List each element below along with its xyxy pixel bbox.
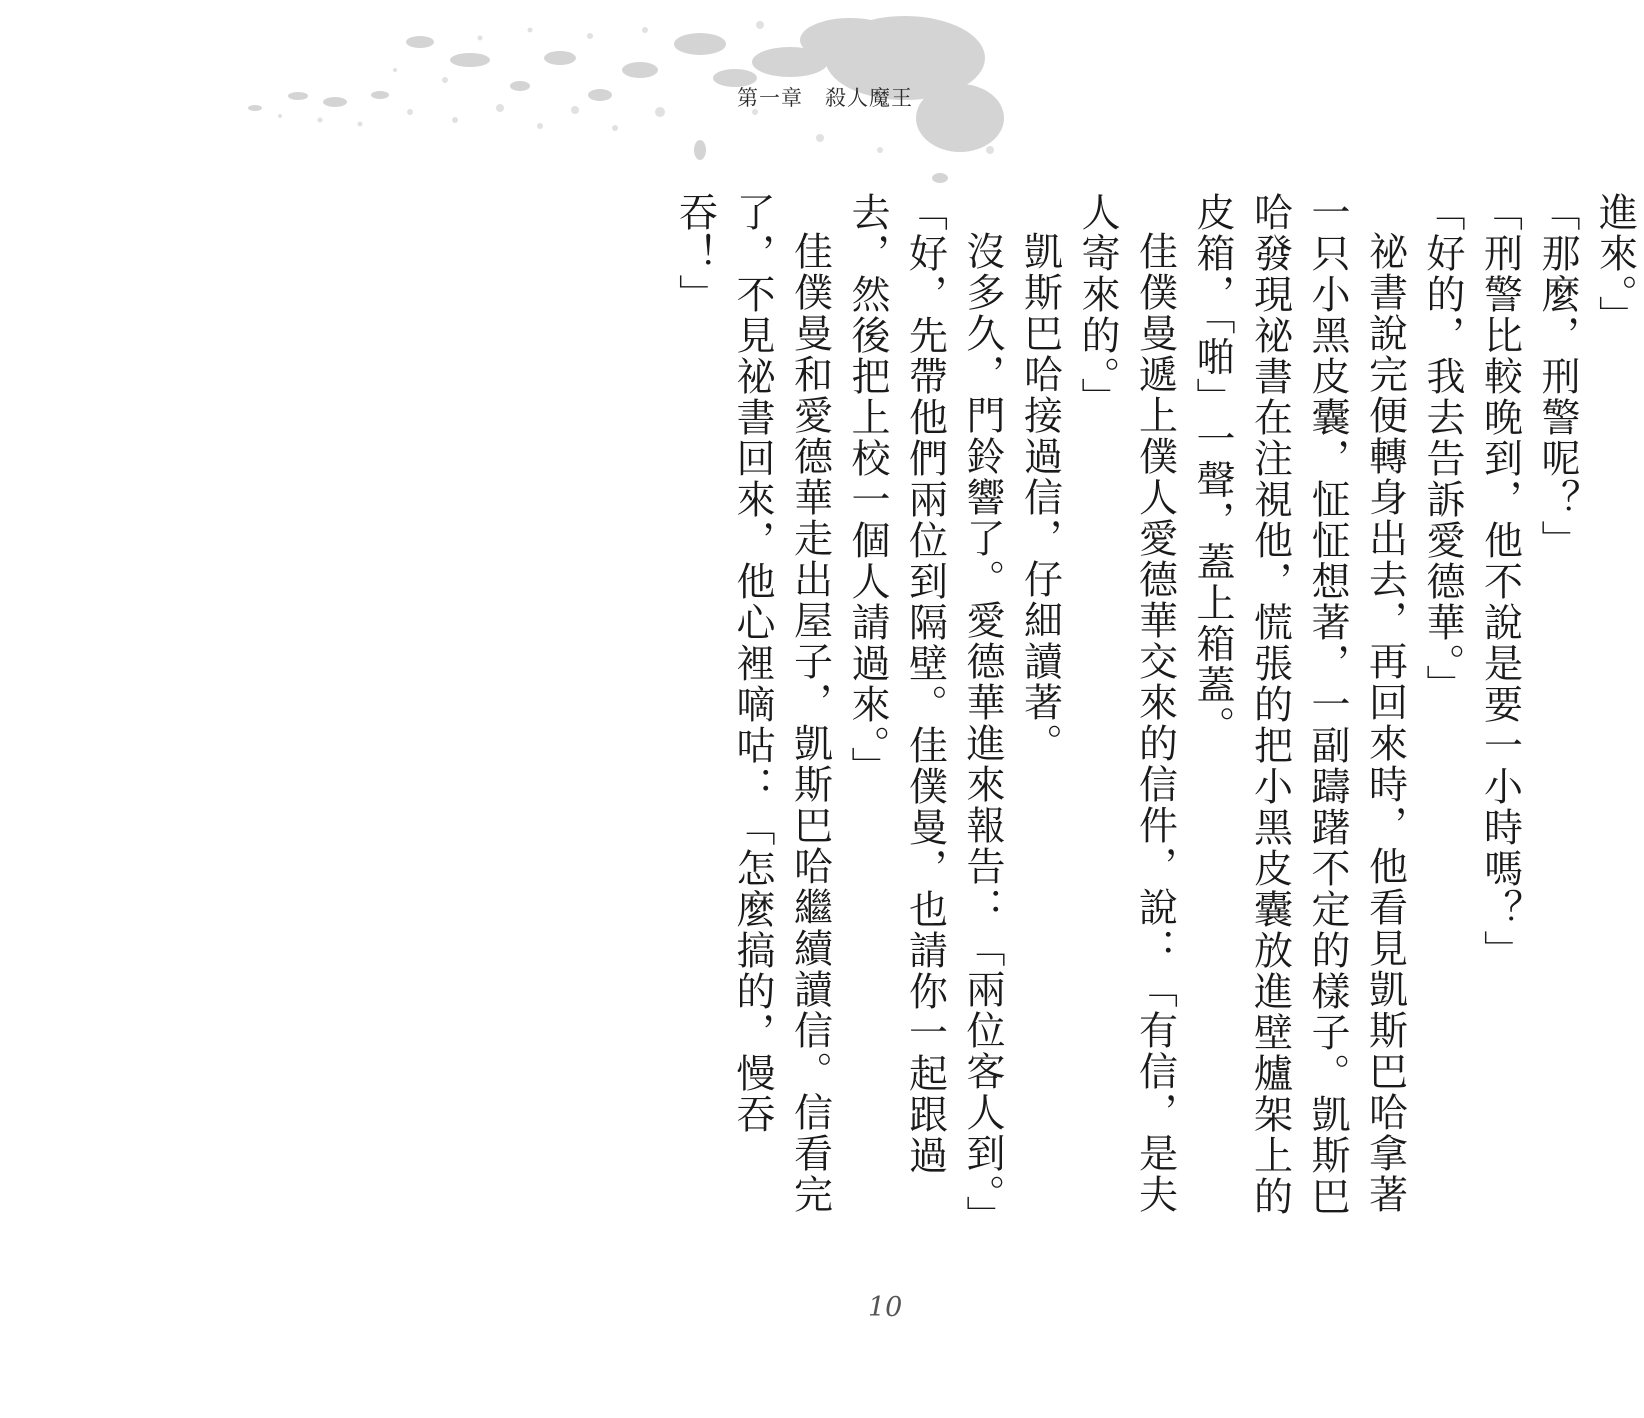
paragraph: 進來。」	[1592, 192, 1638, 337]
paragraph: 凱斯巴哈接過信，仔細讀著。	[1017, 231, 1063, 764]
paragraph: 「刑警比較晚到，他不說是要一小時嗎？」	[1477, 192, 1523, 971]
page-number: 10	[868, 1292, 903, 1323]
paragraph: 祕書說完便轉身出去，再回來時，他看見凱斯巴哈拿著一只小黑皮囊，怔怔想著，一副躊躇不定的樣子。凱斯巴哈發現祕書在注視他，慌張的把小黑皮囊放進壁爐架上的皮箱，「啪」一聲，蓋上箱蓋。	[1190, 192, 1408, 1217]
paragraph: 「那麼，刑警呢？」	[1535, 192, 1580, 561]
paragraph: 佳僕曼遞上僕人愛德華交來的信件，說：「有信，是夫人寄來的。」	[1075, 192, 1178, 1215]
running-header	[737, 82, 913, 112]
chapter-title: 殺人魔王	[825, 86, 913, 110]
chapter-number: 第一章	[737, 86, 803, 110]
paragraph: 「好的，我去告訴愛德華。」	[1420, 192, 1465, 706]
paragraph: 沒多久，門鈴響了。愛德華進來報告：「兩位客人到。」	[960, 231, 1005, 1237]
paragraph: 「好，先帶他們兩位到隔壁。佳僕曼，也請你一起跟過去，然後把上校一個人請過來。」	[845, 192, 948, 1176]
body-text	[666, 192, 1644, 1237]
paragraph: 佳僕曼和愛德華走出屋子，凱斯巴哈繼續讀信。信看完了，不見祕書回來，他心裡嘀咕：「怎麼搞的，慢吞吞！」	[672, 192, 833, 1215]
